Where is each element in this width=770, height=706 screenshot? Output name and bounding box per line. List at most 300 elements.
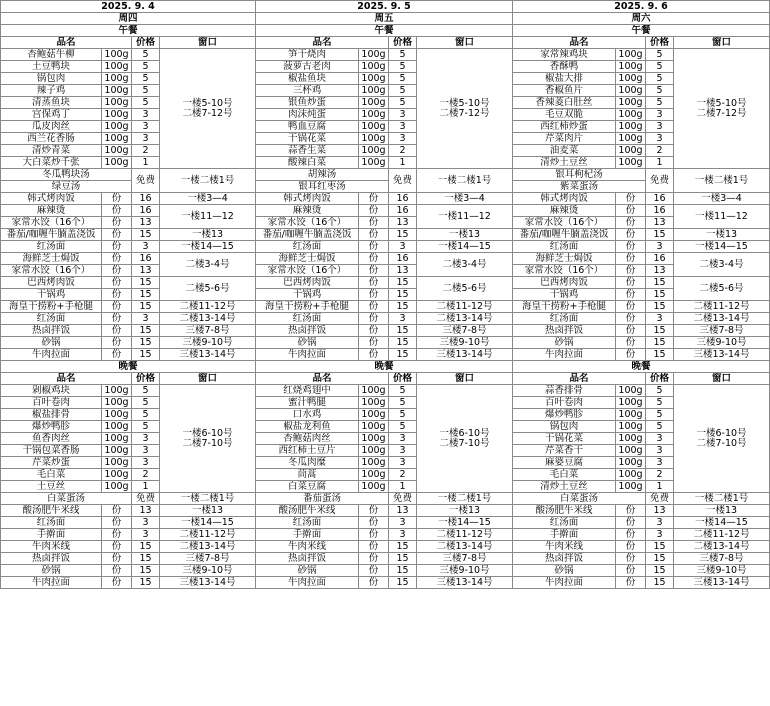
special-unit: 份	[359, 565, 389, 577]
special-window: 一楼14—15	[160, 241, 256, 253]
column-header-name: 品名	[513, 373, 646, 385]
dish-price: 1	[389, 157, 417, 169]
special-name: 巴西烤肉饭	[256, 277, 359, 289]
special-unit: 份	[359, 301, 389, 313]
dish-price: 5	[646, 49, 674, 61]
special-price: 15	[389, 577, 417, 589]
soup-window: 一楼二楼1号	[674, 169, 770, 193]
special-window: 三楼7-8号	[417, 325, 513, 337]
special-price: 15	[132, 553, 160, 565]
column-header-window: 窗口	[674, 37, 770, 49]
dish-name: 瓜皮肉丝	[1, 121, 102, 133]
special-name: 海鲜芝士焗饭	[256, 253, 359, 265]
special-name: 干锅鸡	[256, 289, 359, 301]
dish-unit: 100g	[359, 157, 389, 169]
special-unit: 份	[102, 541, 132, 553]
dish-unit: 100g	[359, 397, 389, 409]
special-name: 海鲜芝士焗饭	[513, 253, 616, 265]
special-unit: 份	[616, 337, 646, 349]
special-unit: 份	[616, 313, 646, 325]
dish-name: 毛豆双脆	[513, 109, 616, 121]
special-price: 15	[389, 553, 417, 565]
special-unit: 份	[102, 517, 132, 529]
special-name: 红汤面	[513, 313, 616, 325]
dish-price: 3	[389, 433, 417, 445]
meal-title: 午餐	[1, 25, 256, 37]
main-window	[160, 385, 256, 493]
column-header-price: 价格	[132, 37, 160, 49]
dish-price: 3	[389, 109, 417, 121]
special-name: 热卤拌饭	[256, 325, 359, 337]
special-price: 16	[646, 193, 674, 205]
special-price: 13	[132, 265, 160, 277]
column-header-name: 品名	[1, 37, 132, 49]
window-line: 一楼6-10号	[439, 427, 490, 439]
special-price: 3	[132, 517, 160, 529]
special-unit: 份	[102, 505, 132, 517]
special-unit: 份	[359, 265, 389, 277]
dish-unit: 100g	[359, 481, 389, 493]
special-unit: 份	[616, 505, 646, 517]
special-name: 热卤拌饭	[513, 553, 616, 565]
window-line: 二楼7-12号	[182, 107, 233, 119]
meal-title: 晚餐	[513, 361, 770, 373]
special-unit: 份	[616, 241, 646, 253]
special-unit: 份	[102, 205, 132, 217]
dish-unit: 100g	[616, 445, 646, 457]
special-price: 15	[389, 565, 417, 577]
dish-name: 宫保鸡丁	[1, 109, 102, 121]
special-name: 酸汤肥牛米线	[256, 505, 359, 517]
special-price: 13	[646, 265, 674, 277]
dish-name: 杏鲍菇肉丝	[256, 433, 359, 445]
dish-price: 3	[646, 445, 674, 457]
special-price: 15	[132, 349, 160, 361]
dish-price: 3	[132, 433, 160, 445]
dish-name: 干锅包菜香肠	[1, 445, 102, 457]
dish-unit: 100g	[102, 73, 132, 85]
soup-price: 免费	[132, 493, 160, 505]
special-unit: 份	[359, 505, 389, 517]
column-header-window: 窗口	[160, 37, 256, 49]
special-window: 一楼3—4	[160, 193, 256, 205]
table-row	[1, 109, 770, 121]
table-row	[1, 277, 770, 289]
special-window: 三楼13-14号	[674, 577, 770, 589]
special-name: 砂锅	[513, 337, 616, 349]
special-price: 13	[132, 505, 160, 517]
special-unit: 份	[359, 313, 389, 325]
special-window: 一楼3—4	[674, 193, 770, 205]
special-name: 巴西烤肉饭	[513, 277, 616, 289]
dish-price: 5	[132, 73, 160, 85]
special-name: 韩式烤肉饭	[513, 193, 616, 205]
dish-unit: 100g	[359, 469, 389, 481]
dish-unit: 100g	[102, 97, 132, 109]
special-window: 三楼9-10号	[674, 337, 770, 349]
dish-unit: 100g	[102, 433, 132, 445]
special-name: 砂锅	[256, 337, 359, 349]
special-window: 二楼5-6号	[160, 277, 256, 301]
special-price: 3	[646, 529, 674, 541]
dish-unit: 100g	[616, 433, 646, 445]
dish-price: 1	[646, 157, 674, 169]
main-window	[417, 385, 513, 493]
dish-name: 椒盐排骨	[1, 409, 102, 421]
table-row	[1, 505, 770, 517]
dish-unit: 100g	[359, 145, 389, 157]
special-window: 三楼9-10号	[674, 565, 770, 577]
special-unit: 份	[359, 349, 389, 361]
table-row	[1, 85, 770, 97]
dish-unit: 100g	[102, 49, 132, 61]
window-line: 二楼7-10号	[439, 437, 490, 449]
special-price: 3	[132, 313, 160, 325]
table-row	[1, 97, 770, 109]
dish-unit: 100g	[102, 397, 132, 409]
dish-price: 3	[132, 133, 160, 145]
special-name: 红汤面	[1, 313, 102, 325]
dish-name: 肉沫炖蛋	[256, 109, 359, 121]
special-unit: 份	[359, 277, 389, 289]
dish-name: 蒜香生菜	[256, 145, 359, 157]
dish-price: 3	[132, 109, 160, 121]
soup-price: 免费	[646, 169, 674, 193]
dish-name: 西红柿土豆片	[256, 445, 359, 457]
special-name: 家常水饺（16个）	[513, 217, 616, 229]
special-price: 15	[646, 337, 674, 349]
special-price: 15	[646, 277, 674, 289]
window-line: 一楼5-10号	[696, 97, 747, 109]
special-name: 家常水饺（16个）	[1, 217, 102, 229]
special-unit: 份	[359, 193, 389, 205]
special-name: 干锅鸡	[513, 289, 616, 301]
special-window: 一楼11—12	[160, 205, 256, 229]
dish-price: 5	[132, 421, 160, 433]
special-name: 海皇干捞粉+手枪腿	[256, 301, 359, 313]
special-window: 一楼3—4	[417, 193, 513, 205]
special-name: 牛肉拉面	[513, 577, 616, 589]
dish-name: 大白菜炒千张	[1, 157, 102, 169]
special-price: 15	[389, 301, 417, 313]
special-price: 13	[389, 265, 417, 277]
dish-price: 5	[646, 385, 674, 397]
special-price: 15	[646, 577, 674, 589]
column-header-name: 品名	[256, 373, 389, 385]
main-window	[674, 49, 770, 169]
dish-name: 椒盐鱼块	[256, 73, 359, 85]
special-window: 二楼3-4号	[674, 253, 770, 277]
dish-name: 蜜汁鸭腿	[256, 397, 359, 409]
special-price: 13	[389, 505, 417, 517]
dish-unit: 100g	[359, 457, 389, 469]
special-unit: 份	[359, 289, 389, 301]
special-unit: 份	[102, 565, 132, 577]
date-header: 2025. 9. 5	[256, 1, 513, 13]
special-name: 手擀面	[1, 529, 102, 541]
special-name: 红汤面	[256, 313, 359, 325]
dish-name: 芹菜炒蛋	[1, 457, 102, 469]
dish-name: 家常辣鸡块	[513, 49, 616, 61]
special-name: 砂锅	[256, 565, 359, 577]
special-name: 酸汤肥牛米线	[1, 505, 102, 517]
dish-name: 爆炒鸭胗	[513, 409, 616, 421]
dish-name: 辣子鸡	[1, 85, 102, 97]
dish-unit: 100g	[359, 385, 389, 397]
table-row	[1, 157, 770, 169]
dish-name: 蒜香排骨	[513, 385, 616, 397]
dish-name: 椒盐大排	[513, 73, 616, 85]
special-unit: 份	[616, 193, 646, 205]
special-window: 二楼11-12号	[674, 301, 770, 313]
special-unit: 份	[616, 349, 646, 361]
special-price: 15	[132, 337, 160, 349]
special-window: 二楼11-12号	[160, 301, 256, 313]
dish-unit: 100g	[616, 469, 646, 481]
dish-name: 清炒土豆丝	[513, 157, 616, 169]
special-window: 二楼13-14号	[160, 541, 256, 553]
main-window	[674, 385, 770, 493]
window-line: 一楼5-10号	[439, 97, 490, 109]
special-window: 一楼13	[160, 229, 256, 241]
special-window: 一楼14—15	[417, 241, 513, 253]
dish-price: 2	[646, 145, 674, 157]
dish-unit: 100g	[359, 85, 389, 97]
dish-price: 5	[389, 409, 417, 421]
special-window: 二楼13-14号	[417, 541, 513, 553]
dish-unit: 100g	[102, 85, 132, 97]
table-row	[1, 481, 770, 493]
soup-name: 白菜蛋汤	[1, 493, 132, 505]
special-unit: 份	[102, 277, 132, 289]
special-price: 16	[132, 193, 160, 205]
dish-price: 2	[646, 469, 674, 481]
special-price: 15	[646, 325, 674, 337]
special-name: 麻辣烫	[1, 205, 102, 217]
special-name: 韩式烤肉饭	[1, 193, 102, 205]
dish-price: 5	[389, 421, 417, 433]
table-row	[1, 469, 770, 481]
dish-name: 清炒土豆丝	[513, 481, 616, 493]
soup-name: 番茄蛋汤	[256, 493, 389, 505]
special-name: 牛肉拉面	[513, 349, 616, 361]
special-name: 红汤面	[1, 517, 102, 529]
special-unit: 份	[102, 337, 132, 349]
special-price: 13	[132, 217, 160, 229]
special-unit: 份	[102, 313, 132, 325]
window-line: 二楼7-10号	[182, 437, 233, 449]
dish-unit: 100g	[616, 421, 646, 433]
dish-name: 银鱼炒蛋	[256, 97, 359, 109]
dish-unit: 100g	[616, 121, 646, 133]
special-unit: 份	[102, 301, 132, 313]
dish-unit: 100g	[616, 409, 646, 421]
special-name: 牛肉米线	[256, 541, 359, 553]
special-window: 二楼11-12号	[417, 529, 513, 541]
dish-price: 5	[646, 397, 674, 409]
weekday-header: 周六	[513, 13, 770, 25]
dish-unit: 100g	[616, 481, 646, 493]
special-window: 二楼13-14号	[417, 313, 513, 325]
dish-name: 百叶卷肉	[513, 397, 616, 409]
dish-price: 5	[646, 409, 674, 421]
window-line: 一楼5-10号	[182, 97, 233, 109]
special-name: 麻辣烫	[513, 205, 616, 217]
dish-price: 3	[389, 457, 417, 469]
dish-price: 5	[646, 73, 674, 85]
dish-name: 百叶卷肉	[1, 397, 102, 409]
dish-unit: 100g	[616, 133, 646, 145]
table-row	[1, 205, 770, 217]
dish-unit: 100g	[616, 397, 646, 409]
table-row	[1, 145, 770, 157]
dish-name: 鱼香肉丝	[1, 433, 102, 445]
special-window: 三楼13-14号	[417, 349, 513, 361]
special-unit: 份	[616, 217, 646, 229]
special-price: 15	[389, 349, 417, 361]
column-header-price: 价格	[389, 373, 417, 385]
dish-name: 土豆鸭块	[1, 61, 102, 73]
special-window: 三楼13-14号	[417, 577, 513, 589]
table-row	[1, 265, 770, 277]
soup-name: 银耳红枣汤	[256, 181, 389, 193]
special-window: 一楼13	[160, 505, 256, 517]
special-price: 15	[389, 277, 417, 289]
special-unit: 份	[616, 277, 646, 289]
weekday-header: 周五	[256, 13, 513, 25]
dish-unit: 100g	[616, 73, 646, 85]
special-price: 15	[132, 301, 160, 313]
special-price: 15	[389, 289, 417, 301]
dish-unit: 100g	[359, 109, 389, 121]
special-price: 15	[389, 325, 417, 337]
dish-name: 香辣菱白肚丝	[513, 97, 616, 109]
table-row	[1, 121, 770, 133]
special-unit: 份	[359, 229, 389, 241]
special-unit: 份	[102, 193, 132, 205]
dish-unit: 100g	[102, 109, 132, 121]
special-price: 15	[646, 229, 674, 241]
soup-price: 免费	[389, 493, 417, 505]
dish-unit: 100g	[616, 61, 646, 73]
dish-price: 5	[132, 397, 160, 409]
table-row	[1, 25, 770, 37]
special-unit: 份	[102, 289, 132, 301]
window-line: 二楼7-10号	[696, 437, 747, 449]
dish-name: 三杯鸡	[256, 85, 359, 97]
dish-price: 2	[132, 469, 160, 481]
special-name: 韩式烤肉饭	[256, 193, 359, 205]
special-name: 干锅鸡	[1, 289, 102, 301]
special-price: 15	[389, 541, 417, 553]
date-header: 2025. 9. 4	[1, 1, 256, 13]
special-price: 3	[646, 241, 674, 253]
special-window: 二楼11-12号	[160, 529, 256, 541]
dish-price: 3	[132, 121, 160, 133]
column-header-price: 价格	[132, 373, 160, 385]
dish-unit: 100g	[616, 85, 646, 97]
special-window: 二楼3-4号	[417, 253, 513, 277]
special-price: 15	[389, 337, 417, 349]
column-header-price: 价格	[646, 373, 674, 385]
special-price: 15	[646, 541, 674, 553]
special-price: 15	[646, 565, 674, 577]
table-row	[1, 13, 770, 25]
special-window: 三楼7-8号	[160, 325, 256, 337]
dish-unit: 100g	[102, 145, 132, 157]
dish-name: 鸭血豆腐	[256, 121, 359, 133]
special-window: 三楼13-14号	[674, 349, 770, 361]
table-row	[1, 361, 770, 373]
special-price: 15	[646, 349, 674, 361]
special-unit: 份	[102, 229, 132, 241]
dish-price: 1	[646, 481, 674, 493]
table-row	[1, 1, 770, 13]
dish-name: 剁椒鸡块	[1, 385, 102, 397]
dish-name: 白菜豆腐	[256, 481, 359, 493]
table-row	[1, 313, 770, 325]
table-row	[1, 421, 770, 433]
dish-price: 5	[646, 97, 674, 109]
special-name: 热卤拌饭	[1, 325, 102, 337]
special-name: 红汤面	[513, 241, 616, 253]
soup-window: 一楼二楼1号	[417, 493, 513, 505]
special-window: 一楼13	[417, 505, 513, 517]
table-row	[1, 553, 770, 565]
special-unit: 份	[616, 541, 646, 553]
special-unit: 份	[616, 529, 646, 541]
special-name: 番茄/咖喱牛腩盖浇饭	[256, 229, 359, 241]
soup-window: 一楼二楼1号	[417, 169, 513, 193]
special-unit: 份	[102, 325, 132, 337]
dish-unit: 100g	[102, 157, 132, 169]
special-price: 3	[646, 313, 674, 325]
soup-window: 一楼二楼1号	[674, 493, 770, 505]
table-row	[1, 289, 770, 301]
dish-name: 笋干烧肉	[256, 49, 359, 61]
special-name: 番茄/咖喱牛腩盖浇饭	[1, 229, 102, 241]
special-price: 15	[132, 577, 160, 589]
special-name: 砂锅	[1, 565, 102, 577]
dish-name: 酸辣白菜	[256, 157, 359, 169]
special-window: 二楼11-12号	[674, 529, 770, 541]
dish-name: 土豆丝	[1, 481, 102, 493]
special-window: 一楼13	[417, 229, 513, 241]
dish-unit: 100g	[359, 445, 389, 457]
window-line: 二楼7-12号	[439, 107, 490, 119]
dish-unit: 100g	[102, 133, 132, 145]
dish-price: 5	[132, 49, 160, 61]
table-row	[1, 433, 770, 445]
dish-unit: 100g	[359, 97, 389, 109]
table-row	[1, 37, 770, 49]
table-row	[1, 61, 770, 73]
table-row	[1, 565, 770, 577]
special-window: 三楼9-10号	[417, 565, 513, 577]
special-unit: 份	[616, 253, 646, 265]
dish-unit: 100g	[102, 409, 132, 421]
special-unit: 份	[102, 553, 132, 565]
special-window: 二楼11-12号	[417, 301, 513, 313]
dish-name: 麻婆豆腐	[513, 457, 616, 469]
dish-unit: 100g	[359, 61, 389, 73]
soup-name: 银耳枸杞汤	[513, 169, 646, 181]
special-name: 牛肉米线	[1, 541, 102, 553]
table-row	[1, 385, 770, 397]
dish-name: 杏鲍菇牛柳	[1, 49, 102, 61]
meal-title: 晚餐	[1, 361, 256, 373]
special-unit: 份	[102, 349, 132, 361]
